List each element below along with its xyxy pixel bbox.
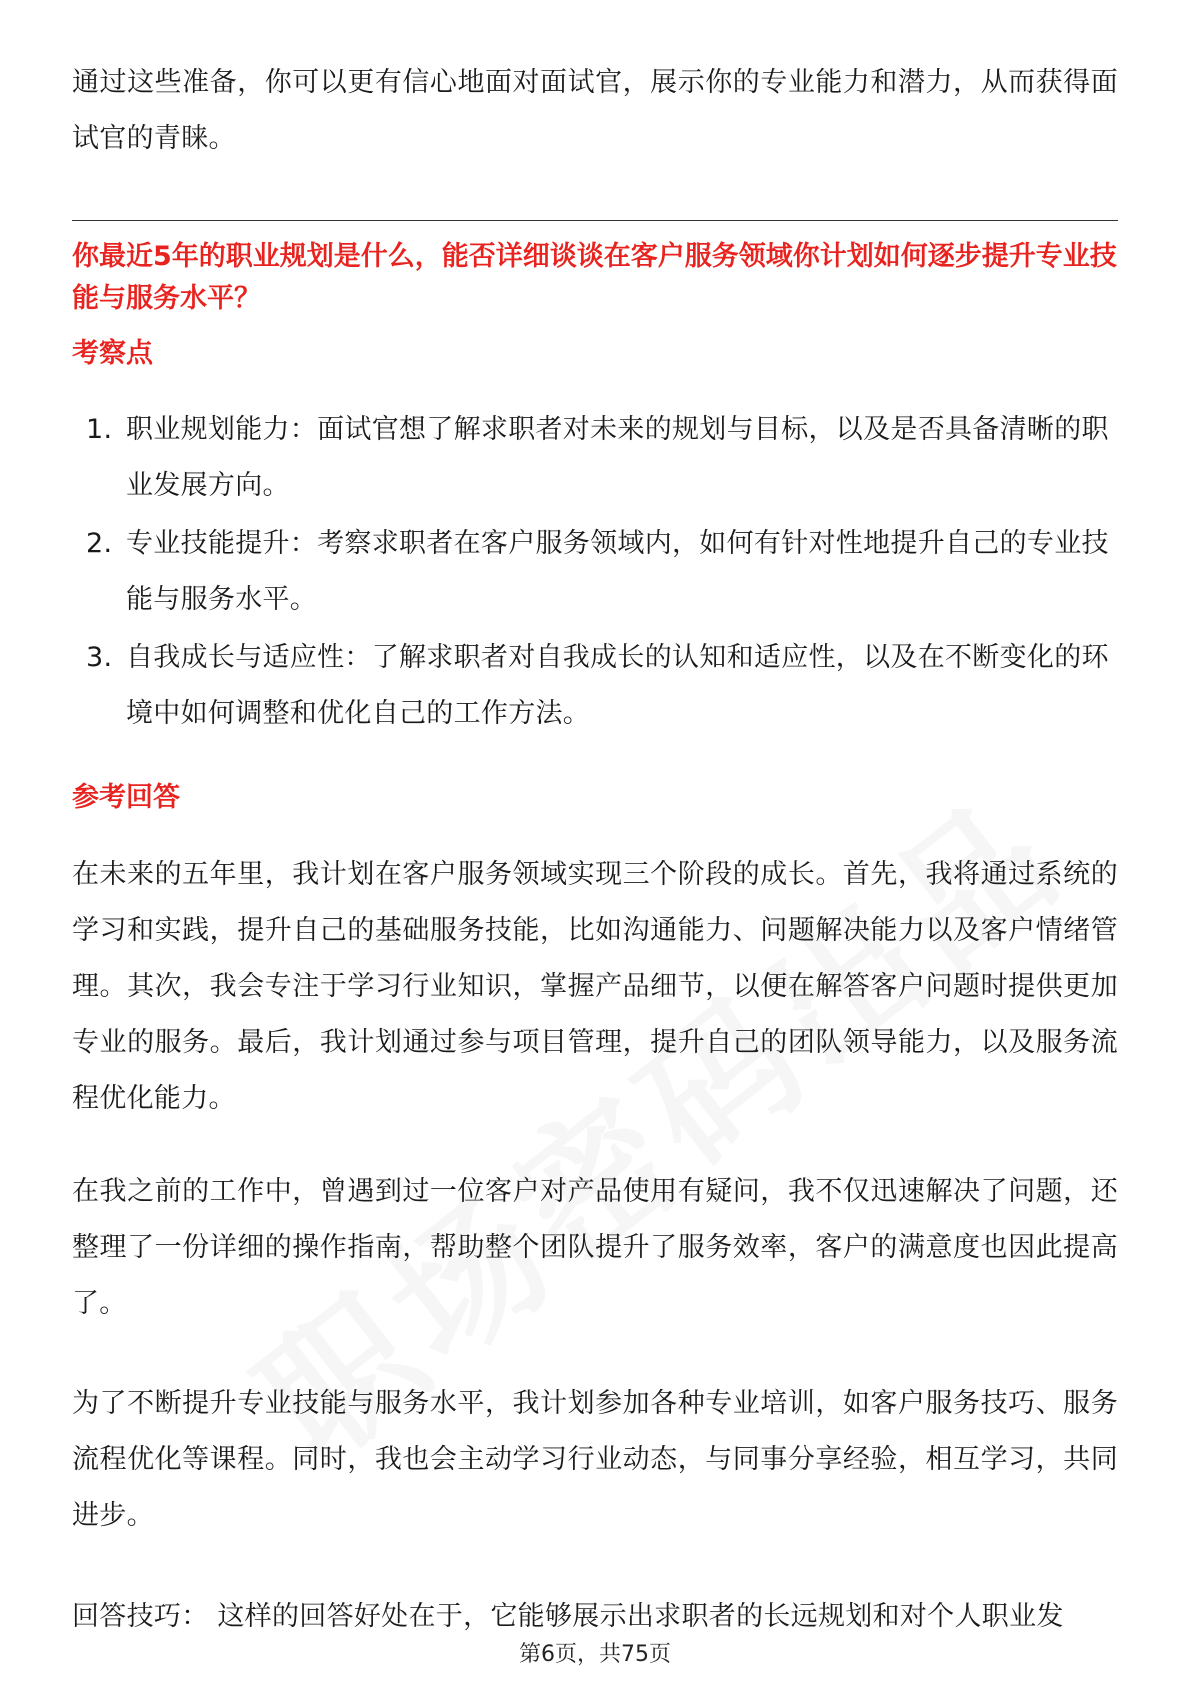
list-item — [72, 516, 1118, 628]
question-title: 你最近5年的职业规划是什么，能否详细谈谈在客户服务领域你计划如何逐步提升专业技能与服务水平？ — [72, 241, 1117, 314]
list-item-text: 专业技能提升：考察求职者在客户服务领域内，如何有针对性地提升自己的专业技能与服务水平。 — [126, 528, 1109, 615]
evaluation-points-list — [72, 402, 1118, 744]
list-item-text: 职业规划能力：面试官想了解求职者对未来的规划与目标，以及是否具备清晰的职业发展方向。 — [126, 414, 1109, 501]
answer-paragraph-3: 为了不断提升专业技能与服务水平，我计划参加各种专业培训，如客户服务技巧、服务流程优化等课程。同时，我也会主动学习行业动态，与同事分享经验，相互学习，共同进步。 — [72, 1388, 1118, 1531]
answer-paragraph-1: 在未来的五年里，我计划在客户服务领域实现三个阶段的成长。首先，我将通过系统的学习和实践，提升自己的基础服务技能，比如沟通能力、问题解决能力以及客户情绪管理。其次，我会专注于学习行业知识，掌握产品细节，以便在解答客户问题时提供更加专业的服务。最后，我计划通过参与项目管理，提升自己的团队领导能力，以及服务流程优化能力。 — [72, 859, 1118, 1114]
list-item — [72, 630, 1118, 742]
section-divider — [72, 220, 1118, 221]
list-item-number: 1. — [86, 414, 113, 445]
intro-paragraph: 通过这些准备，你可以更有信心地面对面试官，展示你的专业能力和潜力，从而获得面试官的青睐。 — [72, 67, 1118, 154]
document-page — [72, 0, 1118, 1684]
list-item — [72, 402, 1118, 514]
list-item-number: 3. — [86, 642, 113, 673]
reference-answer-heading: 参考回答 — [72, 782, 180, 813]
evaluation-points-heading: 考察点 — [72, 338, 153, 369]
list-item-number: 2. — [86, 528, 113, 559]
answer-paragraph-2: 在我之前的工作中，曾遇到过一位客户对产品使用有疑问，我不仅迅速解决了问题，还整理了一份详细的操作指南，帮助整个团队提升了服务效率，客户的满意度也因此提高了。 — [72, 1176, 1118, 1319]
list-item-text: 自我成长与适应性：了解求职者对自我成长的认知和适应性，以及在不断变化的环境中如何调整和优化自己的工作方法。 — [126, 642, 1109, 729]
answer-tips-paragraph: 回答技巧： 这样的回答好处在于，它能够展示出求职者的长远规划和对个人职业发 — [72, 1601, 1064, 1632]
page-number: 第6页，共75页 — [519, 1642, 671, 1667]
